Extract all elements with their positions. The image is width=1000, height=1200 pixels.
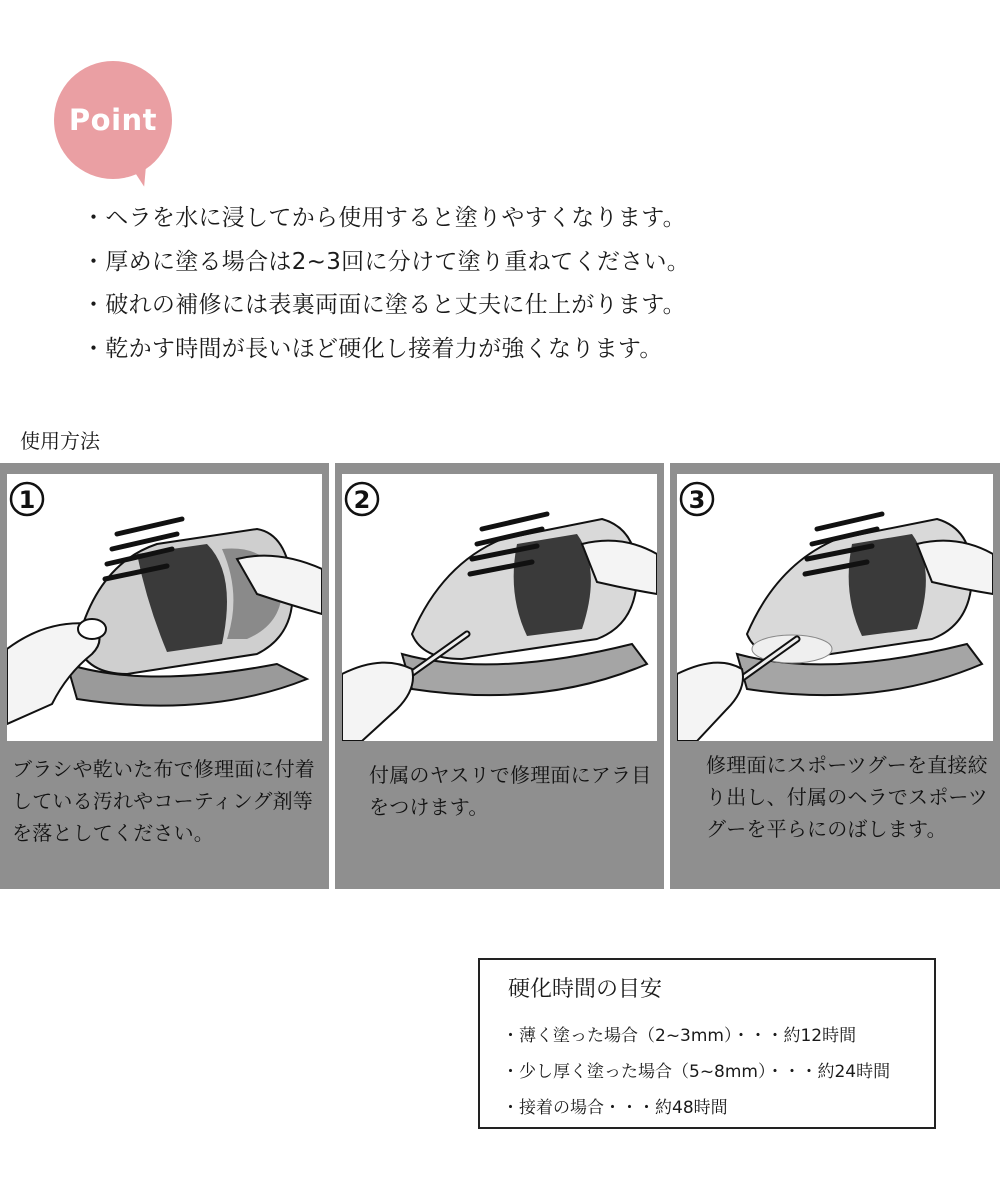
tips-list (82, 197, 690, 371)
cure-time-box (478, 958, 936, 1129)
cure-time-list (502, 1018, 890, 1126)
step-text-2: 付属のヤスリで修理面にアラ目をつけます。 (369, 763, 652, 819)
tip-item: ・ヘラを水に浸してから使用すると塗りやすくなります。 (82, 205, 686, 231)
shoe-cleaning-drawing (7, 474, 322, 741)
step-card-2 (335, 463, 664, 889)
shoe-filing-drawing (342, 474, 657, 741)
step-1-illustration (7, 474, 322, 741)
step-3-illustration (677, 474, 993, 741)
step-number-2: 2 (353, 486, 371, 514)
step-text-3: 修理面にスポーツグーを直接絞り出し、付属のヘラでスポーツグーを平らにのばします。 (706, 753, 988, 841)
tip-item: ・乾かす時間が長いほど硬化し接着力が強くなります。 (82, 335, 663, 362)
point-badge (54, 61, 172, 179)
step-number-3: 3 (688, 486, 706, 514)
cure-time-item: ・接着の場合・・・約48時間 (502, 1098, 728, 1118)
step-2-illustration (342, 474, 657, 741)
usage-steps (0, 463, 1000, 889)
cure-time-item: ・少し厚く塗った場合（5~8mm）・・・約24時間 (502, 1062, 891, 1082)
cure-time-item: ・薄く塗った場合（2~3mm）・・・約12時間 (502, 1026, 857, 1046)
step-number-1: 1 (18, 486, 36, 514)
tip-item: ・破れの補修には表裏両面に塗ると丈夫に仕上がります。 (82, 292, 686, 318)
step-card-3 (670, 463, 1000, 889)
step-card-1 (0, 463, 329, 889)
cure-time-title: 硬化時間の目安 (508, 977, 663, 1002)
shoe-spreading-drawing (677, 474, 993, 741)
point-label: Point (68, 103, 158, 137)
usage-title: 使用方法 (20, 429, 100, 453)
step-text-1: ブラシや乾いた布で修理面に付着している汚れやコーティング剤等を落としてください。 (12, 757, 315, 845)
tip-item: ・厚めに塗る場合は2~3回に分けて塗り重ねてください。 (82, 248, 691, 275)
